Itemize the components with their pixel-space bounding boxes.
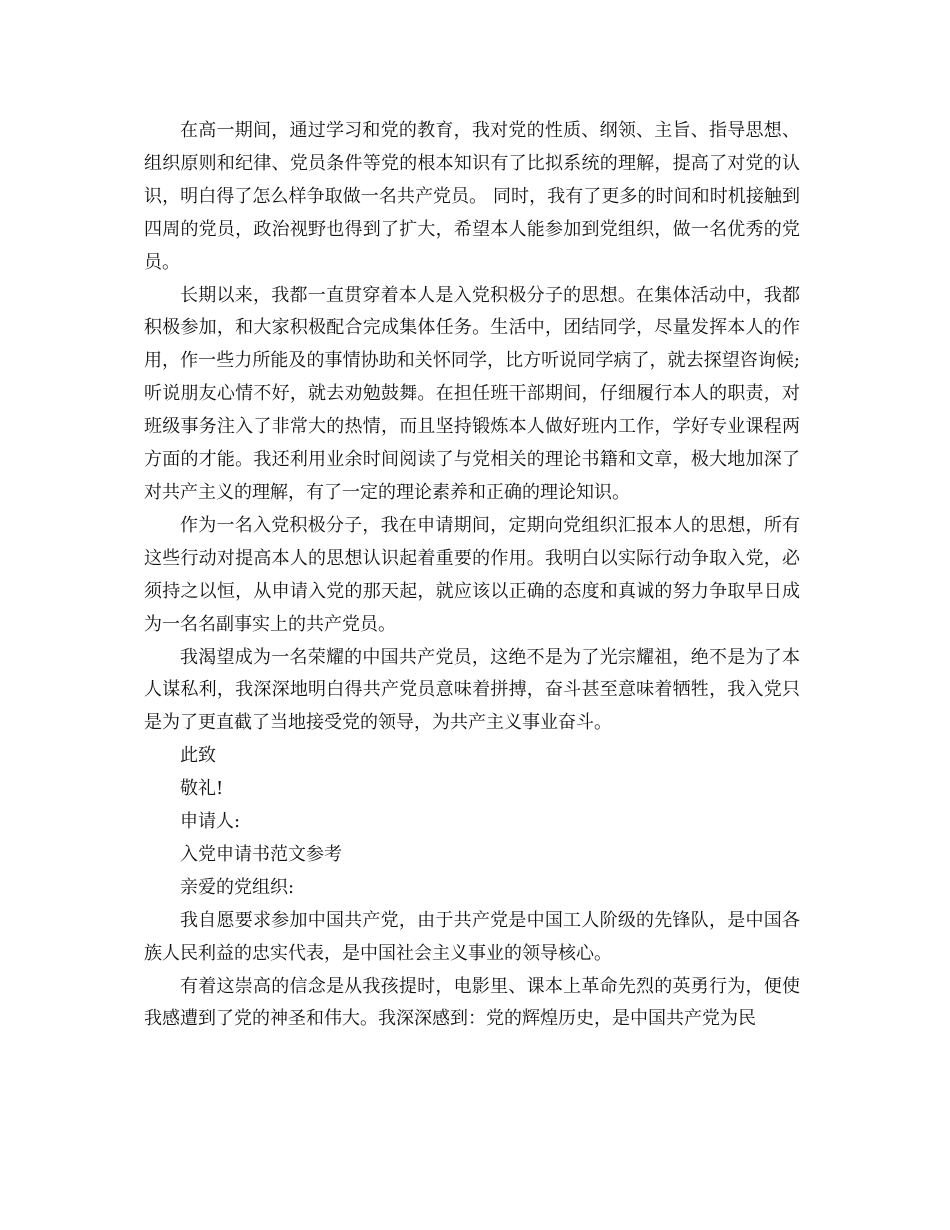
paragraph-activist-thought: 长期以来，我都一直贯穿着本人是入党积极分子的思想。在集体活动中，我都积极参加，和大家积极配合完成集体任务。生活中，团结同学，尽量发挥本人的作用，作一些力所能及的事情协助和关怀同学，比方听说同学病了，就去探望咨询候;听说朋友心情不好，就去劝勉鼓舞。在担任班干部期间，仔细履行本人的职责，对班级事务注入了非常大的热情，而且坚持锻炼本人做好班内工作，学好专业课程两方面的才能。我还利用业余时间阅读了与党相关的理论书籍和文章，极大地加深了对共产主义的理解，有了一定的理论素养和正确的理论知识。 — [144, 284, 800, 503]
paragraph-belief: 有着这崇高的信念是从我孩提时，电影里、课本上革命先烈的英勇行为，便使我感遭到了党的神圣和伟大。我深深感到：党的辉煌历史，是中国共产党为民 — [144, 975, 800, 1030]
paragraph-voluntary-join: 我自愿要求参加中国共产党，由于共产党是中国工人阶级的先锋队，是中国各族人民利益的忠实代表，是中国社会主义事业的领导核心。 — [144, 909, 800, 964]
paragraph-study: 在高一期间，通过学习和党的教育，我对党的性质、纲领、主旨、指导思想、组织原则和纪律、党员条件等党的根本知识有了比拟系统的理解，提高了对党的认识，明白得了怎么样争取做一名共产党员。 同时，我有了更多的时间和时机接触到四周的党员，政治视野也得到了扩大，希望本人能参加到党组织，做一名优秀的党员。 — [144, 120, 800, 273]
document-body — [144, 115, 800, 1036]
applicant-line: 申请人: — [180, 811, 241, 833]
section-title: 入党申请书范文参考 — [180, 843, 342, 865]
salute-line: 敬礼! — [180, 778, 224, 800]
greeting-line: 亲爱的党组织: — [180, 876, 295, 898]
paragraph-aspiration: 我渴望成为一名荣耀的中国共产党员，这绝不是为了光宗耀祖，绝不是为了本人谋私利，我深深地明白得共产党员意味着拼搏，奋斗甚至意味着牺牲，我入党只是为了更直截了当地接受党的领导，为共产主义事业奋斗。 — [144, 646, 800, 734]
paragraph-report-to-party: 作为一名入党积极分子，我在申请期间，定期向党组织汇报本人的思想，所有这些行动对提高本人的思想认识起着重要的作用。我明白以实际行动争取入党，必须持之以恒，从申请入党的那天起，就应该以正确的态度和真诚的努力争取早日成为一名名副事实上的共产党员。 — [144, 514, 800, 635]
closing-line: 此致 — [180, 745, 216, 767]
